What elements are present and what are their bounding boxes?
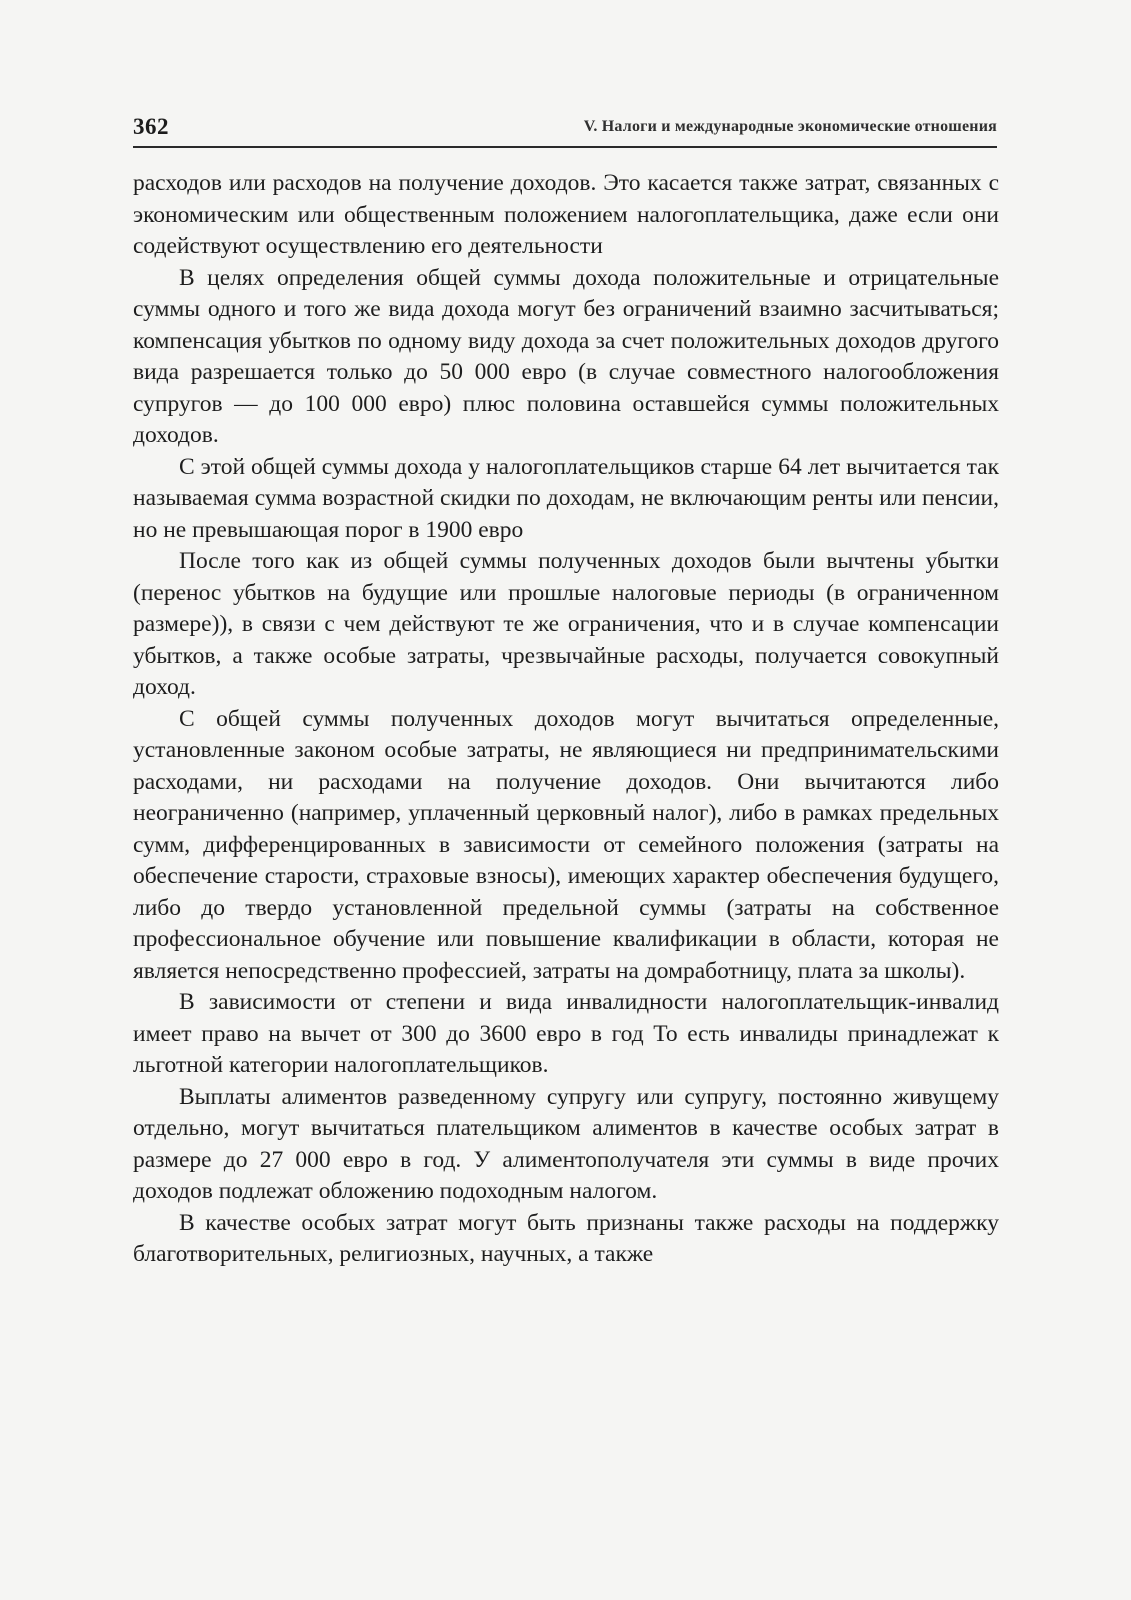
running-header (133, 112, 997, 148)
paragraph: В зависимости от степени и вида инвалидности налогоплательщик-инвалид имеет право на вычет от 300 до 3600 евро в год То есть инвалиды принадлежат к льготной категории налогоплательщиков. (133, 989, 999, 1078)
paragraph: После того как из общей суммы полученных доходов были вычтены убытки (перенос убытков на будущие или прошлые налоговые периоды (в ограниченном размере)), в связи с чем действуют те же ограничения, что и в случае компенсации убытков, а также особые затраты, чрезвычайные расходы, получается совокупный доход. (133, 548, 999, 700)
paragraph: В целях определения общей суммы дохода положительные и отрицательные суммы одного и того же вида дохода могут без ограничений взаимно засчитываться; компенсация убытков по одному виду дохода за счет положительных доходов другого вида разрешается только до 50 000 евро (в случае совместного налогообложения супругов — до 100 000 евро) плюс половина оставшейся суммы положительных доходов. (133, 264, 999, 448)
paragraph: расходов или расходов на получение доходов. Это касается также затрат, связанных с экономическим или общественным положением налогоплательщика, даже если они содействуют осуществлению его деятельности (133, 170, 999, 259)
body-text (133, 168, 999, 1271)
paragraph: Выплаты алиментов разведенному супругу или супругу, постоянно живущему отдельно, могут вычитаться плательщиком алиментов в качестве особых затрат в размере до 27 000 евро в год. У алиментополучателя эти суммы в виде прочих доходов подлежат обложению подоходным налогом. (133, 1083, 999, 1204)
paragraph: В качестве особых затрат могут быть признаны также расходы на поддержку благотворительных, религиозных, научных, а также (133, 1209, 999, 1267)
paragraph: С этой общей суммы дохода у налогоплательщиков старше 64 лет вычитается так называемая сумма возрастной скидки по доходам, не включающим ренты или пенсии, но не превышающая порог в 1900 евро (133, 453, 999, 543)
chapter-title: V. Налоги и международные экономические отношения (583, 118, 997, 135)
page-number: 362 (133, 114, 169, 139)
paragraph: С общей суммы полученных доходов могут вычитаться определенные, установленные законом особые затраты, не являющиеся ни предпринимательскими расходами, ни расходами на получение доходов. Они вычитаются либо неограниченно (например, уплаченный церковный налог), либо в рамках предельных сумм, дифференцированных в зависимости от семейного положения (затраты на обеспечение старости, страховые взносы), имеющих характер обеспечения будущего, либо до твердо установленной предельной суммы (затраты на собственное профессиональное обучение или повышение квалификации в области, которая не является непосредственно профессией, затраты на домработницу, плата за школы). (133, 705, 999, 984)
